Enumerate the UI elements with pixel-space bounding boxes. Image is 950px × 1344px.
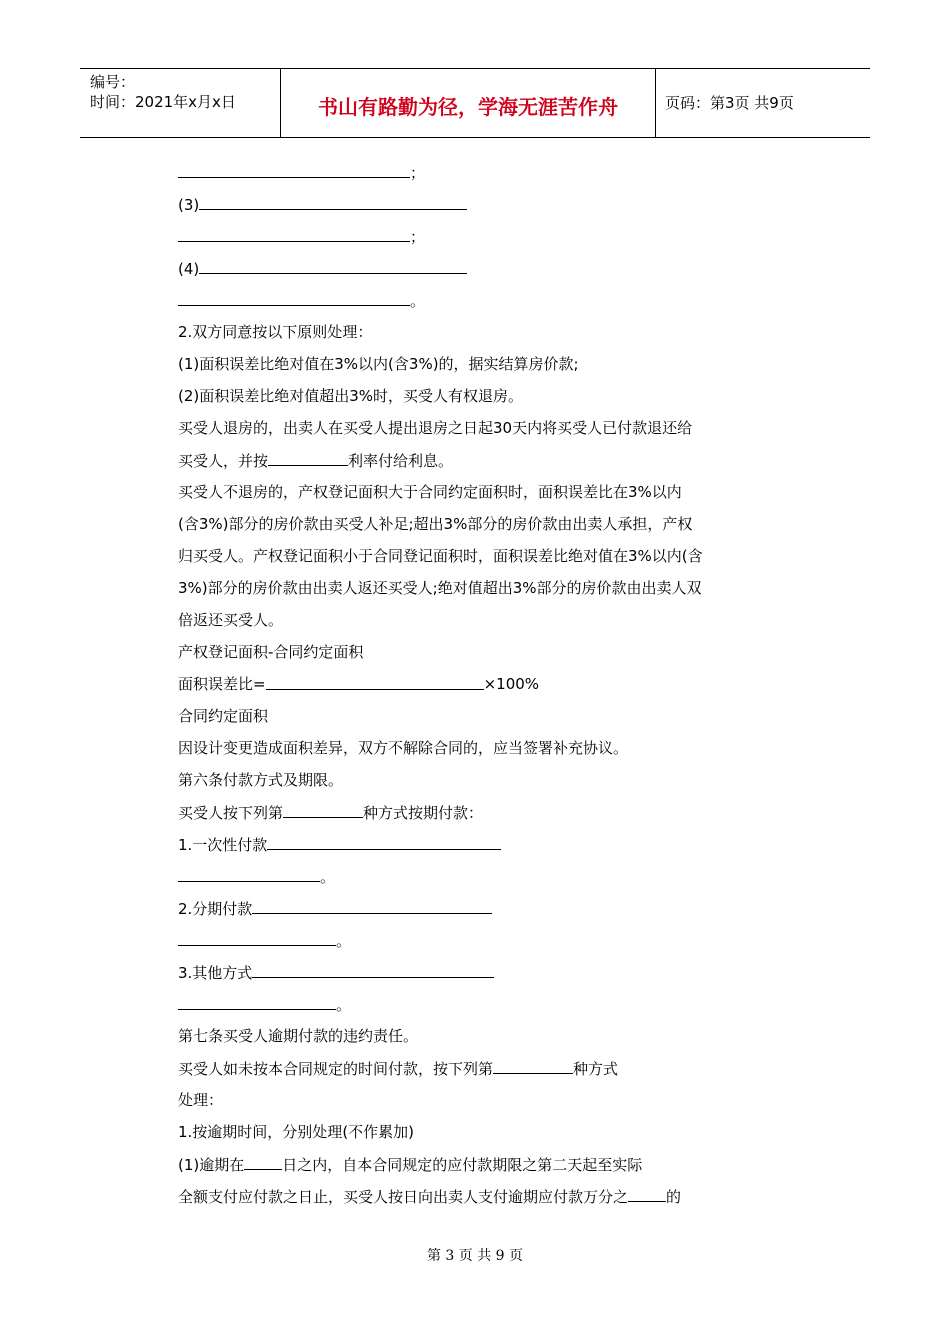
page-footer: 第 3 页 共 9 页 xyxy=(426,1248,524,1264)
fill-blank xyxy=(268,450,348,466)
formula-label: 面积误差比= xyxy=(178,675,266,693)
line-text: ； xyxy=(410,164,426,182)
text-line xyxy=(178,866,335,887)
text-line: 归买受人。产权登记面积小于合同登记面积时，面积误差比绝对值在3%以内(含 xyxy=(178,547,703,565)
text-line xyxy=(178,1154,642,1175)
text-line: (1)面积误差比绝对值在3%以内(含3%)的，据实结算房价款; xyxy=(178,355,579,373)
line-text: (1)逾期在 xyxy=(178,1156,245,1174)
text-line: 1.按逾期时间，分别处理(不作累加) xyxy=(178,1123,415,1141)
fill-blank xyxy=(178,226,410,242)
fill-blank xyxy=(178,994,336,1010)
line-text: 利率付给利息。 xyxy=(348,452,454,470)
fill-blank xyxy=(252,898,492,914)
text-line xyxy=(178,290,425,311)
line-text: 。 xyxy=(336,996,352,1014)
line-text: 1.一次性付款 xyxy=(178,836,268,854)
fill-blank xyxy=(178,930,336,946)
text-line xyxy=(178,450,453,471)
document-number-label: 编号： xyxy=(90,73,136,91)
fill-blank xyxy=(178,866,320,882)
fill-blank xyxy=(244,1154,282,1170)
line-text: 。 xyxy=(320,868,336,886)
article-heading: 第六条付款方式及期限。 xyxy=(178,771,344,789)
header-right-cell xyxy=(655,69,870,137)
document-date-label: 时间：2021年x月x日 xyxy=(90,93,236,111)
fill-blank xyxy=(283,802,363,818)
header-center-cell xyxy=(280,69,656,137)
text-line: 处理： xyxy=(178,1091,224,1109)
item-number: (4) xyxy=(178,260,200,278)
fill-blank xyxy=(199,194,467,210)
line-text: 买受人如未按本合同规定的时间付款，按下列第 xyxy=(178,1060,494,1078)
fill-blank xyxy=(199,258,467,274)
formula-denominator: 合同约定面积 xyxy=(178,707,269,725)
item-number: (3) xyxy=(178,196,200,214)
header-motto: 书山有路勤为径，学海无涯苦作舟 xyxy=(318,95,618,119)
text-line: 因设计变更造成面积差异，双方不解除合同的，应当签署补充协议。 xyxy=(178,739,629,757)
text-line xyxy=(178,1186,681,1207)
line-text: 买受人，并按 xyxy=(178,452,269,470)
fill-blank xyxy=(267,834,501,850)
line-text: 。 xyxy=(336,932,352,950)
text-line xyxy=(178,834,501,855)
formula-multiplier: ×100% xyxy=(483,675,540,693)
article-heading: 第七条买受人逾期付款的违约责任。 xyxy=(178,1027,419,1045)
text-line: 2.双方同意按以下原则处理： xyxy=(178,323,373,341)
text-line xyxy=(178,930,351,951)
line-text: 全额支付应付款之日止，买受人按日向出卖人支付逾期应付款万分之 xyxy=(178,1188,629,1206)
text-line xyxy=(178,962,494,983)
text-line: 买受人退房的，出卖人在买受人提出退房之日起30天内将买受人已付款退还给 xyxy=(178,419,693,437)
line-text: 买受人按下列第 xyxy=(178,804,284,822)
text-line xyxy=(178,226,425,247)
formula-numerator: 产权登记面积-合同约定面积 xyxy=(178,643,364,661)
fill-blank xyxy=(252,962,494,978)
page-header xyxy=(80,68,870,138)
header-page-info: 页码：第3页 共9页 xyxy=(665,94,794,112)
text-line xyxy=(178,1058,618,1079)
line-text: 种方式 xyxy=(573,1060,619,1078)
line-text: 3.其他方式 xyxy=(178,964,253,982)
formula-line xyxy=(178,674,539,694)
fill-blank xyxy=(493,1058,573,1074)
line-text: 。 xyxy=(410,292,426,310)
fill-blank xyxy=(178,290,410,306)
text-line xyxy=(178,194,467,215)
fill-blank xyxy=(628,1186,666,1202)
text-line: 3%)部分的房价款由出卖人返还买受人;绝对值超出3%部分的房价款由出卖人双 xyxy=(178,579,702,597)
fill-blank xyxy=(178,162,410,178)
line-text: 2.分期付款 xyxy=(178,900,253,918)
text-line: 买受人不退房的，产权登记面积大于合同约定面积时，面积误差比在3%以内 xyxy=(178,483,682,501)
text-line: (2)面积误差比绝对值超出3%时，买受人有权退房。 xyxy=(178,387,524,405)
fraction-bar xyxy=(266,679,484,690)
text-line: 倍返还买受人。 xyxy=(178,611,284,629)
header-left-cell xyxy=(80,69,280,137)
text-line xyxy=(178,258,467,279)
text-line xyxy=(178,802,483,823)
line-text: 的 xyxy=(666,1188,682,1206)
text-line xyxy=(178,994,351,1015)
text-line: (含3%)部分的房价款由买受人补足;超出3%部分的房价款由出卖人承担，产权 xyxy=(178,515,693,533)
line-text: ； xyxy=(410,228,426,246)
text-line xyxy=(178,162,425,183)
text-line xyxy=(178,898,492,919)
line-text: 种方式按期付款： xyxy=(363,804,484,822)
line-text: 日之内，自本合同规定的应付款期限之第二天起至实际 xyxy=(282,1156,643,1174)
